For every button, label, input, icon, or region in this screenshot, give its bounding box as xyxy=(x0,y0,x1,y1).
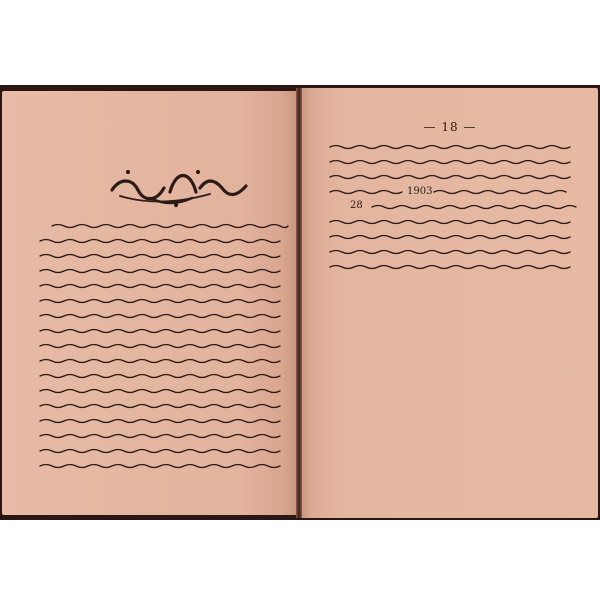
text-line xyxy=(40,435,280,438)
text-line xyxy=(330,191,566,194)
text-line xyxy=(330,176,570,179)
text-line xyxy=(330,266,570,269)
text-line xyxy=(52,225,288,228)
left-page-text-lines xyxy=(40,225,288,468)
page-number: — 18 — xyxy=(423,120,477,134)
day-numeral: 28 xyxy=(350,200,363,211)
text-line xyxy=(40,375,280,378)
text-line xyxy=(40,405,280,408)
text-line xyxy=(40,300,280,303)
text-line xyxy=(372,206,576,209)
text-line xyxy=(330,146,570,149)
text-line xyxy=(40,285,280,288)
right-page-text-lines xyxy=(330,146,576,269)
year-numeral: 1903 xyxy=(407,186,433,197)
text-line xyxy=(40,255,280,258)
text-line xyxy=(40,345,280,348)
text-line xyxy=(40,420,280,423)
text-line xyxy=(330,251,570,254)
text-line xyxy=(40,330,280,333)
text-line xyxy=(330,161,570,164)
text-line xyxy=(330,236,570,239)
text-line xyxy=(40,270,280,273)
text-line xyxy=(40,240,280,243)
text-line xyxy=(330,221,570,224)
text-line xyxy=(40,450,280,453)
text-line xyxy=(40,390,280,393)
left-page-title xyxy=(112,170,246,206)
text-line xyxy=(40,465,280,468)
text-line xyxy=(40,360,280,363)
text-line xyxy=(40,315,280,318)
